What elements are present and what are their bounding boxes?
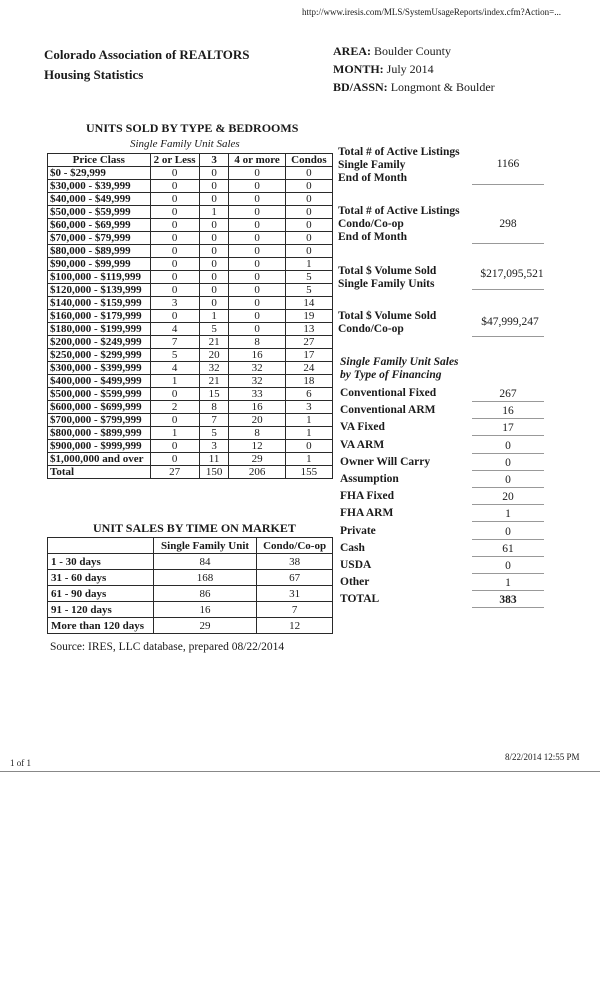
- financing-row: [340, 525, 545, 542]
- financing-count: 1: [472, 576, 544, 591]
- table-row: [48, 414, 333, 427]
- price-class-cell: $250,000 - $299,999: [48, 349, 151, 362]
- price-class-cell: $80,000 - $89,999: [48, 245, 151, 258]
- financing-count: 16: [472, 404, 544, 419]
- col-header: Condo/Co-op: [257, 538, 333, 554]
- table-row: [48, 323, 333, 336]
- financing-count: 383: [472, 593, 544, 608]
- count-cell: 0: [229, 206, 285, 219]
- count-cell: 3: [150, 297, 199, 310]
- financing-type: Conventional ARM: [340, 404, 436, 417]
- table-row: [48, 284, 333, 297]
- price-class-cell: $40,000 - $49,999: [48, 193, 151, 206]
- count-cell: 155: [285, 466, 332, 479]
- active-sf-value: 1166: [496, 158, 520, 170]
- count-cell: 24: [285, 362, 332, 375]
- volume-sf-value: $217,095,521: [480, 268, 544, 280]
- count-cell: 0: [229, 232, 285, 245]
- tom-body: [48, 554, 333, 634]
- count-cell: 0: [150, 453, 199, 466]
- count-cell: 14: [285, 297, 332, 310]
- count-cell: 1: [150, 427, 199, 440]
- col-header: 2 or Less: [150, 154, 199, 167]
- financing-count: 267: [472, 387, 544, 402]
- table-row: [48, 401, 333, 414]
- units-sold-subtitle: Single Family Unit Sales: [130, 138, 240, 150]
- financing-count: 20: [472, 490, 544, 505]
- col-header: Condos: [285, 154, 332, 167]
- price-class-cell: $800,000 - $899,999: [48, 427, 151, 440]
- table-row: [48, 586, 333, 602]
- count-cell: 11: [199, 453, 229, 466]
- price-class-cell: $200,000 - $249,999: [48, 336, 151, 349]
- count-cell: 0: [229, 180, 285, 193]
- price-class-cell: $500,000 - $599,999: [48, 388, 151, 401]
- count-cell: 6: [285, 388, 332, 401]
- volume-sf-label: Total $ Volume Sold Single Family Units: [338, 265, 437, 290]
- count-cell: 0: [229, 310, 285, 323]
- financing-row: [340, 542, 545, 559]
- count-cell: 5: [150, 349, 199, 362]
- page-url: http://www.iresis.com/MLS/SystemUsageReports/index.cfm?Action=...: [302, 7, 561, 17]
- count-cell: 16: [229, 401, 285, 414]
- count-cell: 1: [199, 206, 229, 219]
- count-cell: 16: [153, 602, 256, 618]
- financing-type: Cash: [340, 541, 365, 554]
- table-row: [48, 618, 333, 634]
- total-row: [48, 466, 333, 479]
- table-row: [48, 167, 333, 180]
- table-row: [48, 193, 333, 206]
- financing-row: [340, 576, 545, 593]
- time-on-market-table: [47, 537, 333, 634]
- financing-type: Owner Will Carry: [340, 455, 431, 468]
- table-row: [48, 602, 333, 618]
- count-cell: 3: [285, 401, 332, 414]
- financing-type: VA Fixed: [340, 421, 385, 434]
- count-cell: 0: [229, 258, 285, 271]
- financing-row: [340, 439, 545, 456]
- count-cell: 1: [285, 453, 332, 466]
- count-cell: 150: [199, 466, 229, 479]
- count-cell: 0: [150, 258, 199, 271]
- financing-type: USDA: [340, 559, 372, 571]
- count-cell: 0: [150, 388, 199, 401]
- volume-condo-value: $47,999,247: [481, 316, 539, 328]
- table-row: [48, 271, 333, 284]
- count-cell: 7: [257, 602, 333, 618]
- price-class-cell: $140,000 - $159,999: [48, 297, 151, 310]
- count-cell: 8: [229, 336, 285, 349]
- count-cell: 21: [199, 336, 229, 349]
- table-row: [48, 258, 333, 271]
- col-header: Single Family Unit: [153, 538, 256, 554]
- duration-cell: 1 - 30 days: [48, 554, 154, 570]
- table-row: [48, 388, 333, 401]
- count-cell: 8: [199, 401, 229, 414]
- count-cell: 33: [229, 388, 285, 401]
- count-cell: 5: [285, 271, 332, 284]
- count-cell: 7: [150, 336, 199, 349]
- table-row: [48, 219, 333, 232]
- count-cell: 0: [199, 245, 229, 258]
- count-cell: 0: [199, 219, 229, 232]
- table-row: [48, 180, 333, 193]
- count-cell: 0: [150, 167, 199, 180]
- financing-row: [340, 421, 545, 438]
- count-cell: 13: [285, 323, 332, 336]
- count-cell: 1: [285, 414, 332, 427]
- count-cell: 0: [199, 193, 229, 206]
- table-row: [48, 375, 333, 388]
- count-cell: 31: [257, 586, 333, 602]
- count-cell: 15: [199, 388, 229, 401]
- duration-cell: More than 120 days: [48, 618, 154, 634]
- count-cell: 0: [229, 193, 285, 206]
- count-cell: 3: [199, 440, 229, 453]
- financing-type: Assumption: [340, 473, 399, 485]
- financing-count: 0: [472, 456, 544, 471]
- count-cell: 0: [150, 219, 199, 232]
- count-cell: 1: [150, 375, 199, 388]
- financing-row: [340, 593, 545, 610]
- count-cell: 0: [150, 193, 199, 206]
- price-class-cell: $900,000 - $999,999: [48, 440, 151, 453]
- count-cell: 27: [150, 466, 199, 479]
- report-meta: [333, 42, 495, 96]
- price-class-cell: $120,000 - $139,999: [48, 284, 151, 297]
- count-cell: 0: [199, 180, 229, 193]
- count-cell: 32: [229, 375, 285, 388]
- count-cell: 32: [229, 362, 285, 375]
- count-cell: 18: [285, 375, 332, 388]
- tom-title: UNIT SALES BY TIME ON MARKET: [93, 521, 296, 535]
- col-header: [48, 538, 154, 554]
- price-class-cell: $0 - $29,999: [48, 167, 151, 180]
- units-sold-body: [48, 167, 333, 479]
- divider: [472, 336, 544, 337]
- price-class-cell: $100,000 - $119,999: [48, 271, 151, 284]
- report-name: Housing Statistics: [44, 67, 144, 82]
- count-cell: 0: [285, 180, 332, 193]
- count-cell: 0: [150, 232, 199, 245]
- count-cell: 4: [150, 323, 199, 336]
- financing-row: [340, 490, 545, 507]
- financing-count: 0: [472, 559, 544, 574]
- count-cell: 0: [199, 271, 229, 284]
- count-cell: 168: [153, 570, 256, 586]
- count-cell: 0: [150, 284, 199, 297]
- count-cell: 0: [150, 414, 199, 427]
- financing-row: [340, 473, 545, 490]
- duration-cell: 31 - 60 days: [48, 570, 154, 586]
- table-row: [48, 297, 333, 310]
- count-cell: 67: [257, 570, 333, 586]
- financing-count: 17: [472, 421, 544, 436]
- volume-condo-label: Total $ Volume Sold Condo/Co-op: [338, 310, 437, 335]
- table-row: [48, 440, 333, 453]
- meta-assn: BD/ASSN: Longmont & Boulder: [333, 80, 495, 94]
- count-cell: 0: [150, 271, 199, 284]
- count-cell: 0: [150, 310, 199, 323]
- price-class-cell: $50,000 - $59,999: [48, 206, 151, 219]
- col-header: 3: [199, 154, 229, 167]
- count-cell: 0: [199, 258, 229, 271]
- price-class-cell: $600,000 - $699,999: [48, 401, 151, 414]
- financing-row: [340, 456, 545, 473]
- tom-header-row: [48, 538, 333, 554]
- divider: [472, 184, 544, 185]
- table-row: [48, 232, 333, 245]
- count-cell: 21: [199, 375, 229, 388]
- page-count: 1 of 1: [10, 758, 31, 768]
- active-condo-value: 298: [499, 218, 517, 230]
- count-cell: 0: [150, 206, 199, 219]
- financing-type: Other: [340, 576, 370, 589]
- count-cell: 0: [199, 167, 229, 180]
- table-row: [48, 336, 333, 349]
- table-row: [48, 427, 333, 440]
- financing-type: Private: [340, 524, 376, 537]
- count-cell: 0: [229, 219, 285, 232]
- active-sf-label: Total # of Active Listings Single Family End of Month: [338, 146, 460, 184]
- price-class-cell: $90,000 - $99,999: [48, 258, 151, 271]
- count-cell: 29: [153, 618, 256, 634]
- price-class-cell: $700,000 - $799,999: [48, 414, 151, 427]
- count-cell: 17: [285, 349, 332, 362]
- financing-count: 1: [472, 507, 544, 522]
- count-cell: 0: [285, 245, 332, 258]
- financing-type: FHA Fixed: [340, 490, 394, 503]
- count-cell: 16: [229, 349, 285, 362]
- meta-area: AREA: Boulder County: [333, 44, 451, 58]
- count-cell: 12: [229, 440, 285, 453]
- duration-cell: 61 - 90 days: [48, 586, 154, 602]
- org-name: Colorado Association of REALTORS: [44, 47, 250, 62]
- price-class-cell: Total: [48, 466, 151, 479]
- count-cell: 86: [153, 586, 256, 602]
- financing-count: 0: [472, 525, 544, 540]
- active-condo-label: Total # of Active Listings Condo/Co-op End of Month: [338, 205, 460, 243]
- count-cell: 27: [285, 336, 332, 349]
- units-sold-table: [47, 153, 333, 479]
- divider: [472, 289, 544, 290]
- count-cell: 5: [199, 323, 229, 336]
- count-cell: 32: [199, 362, 229, 375]
- count-cell: 0: [229, 271, 285, 284]
- financing-type: FHA ARM: [340, 507, 394, 520]
- source-note: Source: IRES, LLC database, prepared 08/22/2014: [50, 641, 285, 653]
- count-cell: 4: [150, 362, 199, 375]
- financing-row: [340, 387, 545, 404]
- table-row: [48, 570, 333, 586]
- col-header: Price Class: [48, 154, 151, 167]
- price-class-cell: $60,000 - $69,999: [48, 219, 151, 232]
- count-cell: 1: [285, 427, 332, 440]
- price-class-cell: $160,000 - $179,999: [48, 310, 151, 323]
- table-row: [48, 206, 333, 219]
- count-cell: 0: [150, 180, 199, 193]
- count-cell: 0: [285, 440, 332, 453]
- financing-title: Single Family Unit Sales by Type of Financing: [340, 356, 459, 381]
- count-cell: 0: [229, 323, 285, 336]
- count-cell: 84: [153, 554, 256, 570]
- count-cell: 0: [229, 297, 285, 310]
- count-cell: 29: [229, 453, 285, 466]
- financing-count: 0: [472, 439, 544, 454]
- count-cell: 5: [285, 284, 332, 297]
- count-cell: 8: [229, 427, 285, 440]
- table-row: [48, 245, 333, 258]
- count-cell: 20: [229, 414, 285, 427]
- count-cell: 2: [150, 401, 199, 414]
- price-class-cell: $70,000 - $79,999: [48, 232, 151, 245]
- count-cell: 0: [229, 167, 285, 180]
- table-row: [48, 362, 333, 375]
- price-class-cell: $400,000 - $499,999: [48, 375, 151, 388]
- col-header: 4 or more: [229, 154, 285, 167]
- count-cell: 20: [199, 349, 229, 362]
- count-cell: 0: [150, 245, 199, 258]
- count-cell: 0: [285, 167, 332, 180]
- count-cell: 1: [199, 310, 229, 323]
- count-cell: 7: [199, 414, 229, 427]
- financing-count: 0: [472, 473, 544, 488]
- units-sold-header-row: [48, 154, 333, 167]
- financing-row: [340, 507, 545, 524]
- price-class-cell: $180,000 - $199,999: [48, 323, 151, 336]
- divider: [472, 243, 544, 244]
- count-cell: 12: [257, 618, 333, 634]
- count-cell: 0: [285, 232, 332, 245]
- price-class-cell: $30,000 - $39,999: [48, 180, 151, 193]
- financing-row: [340, 404, 545, 421]
- count-cell: 0: [285, 219, 332, 232]
- count-cell: 19: [285, 310, 332, 323]
- count-cell: 5: [199, 427, 229, 440]
- financing-type: Conventional Fixed: [340, 387, 437, 399]
- financing-row: [340, 559, 545, 576]
- count-cell: 0: [150, 440, 199, 453]
- count-cell: 0: [199, 284, 229, 297]
- print-datetime: 8/22/2014 12:55 PM: [505, 752, 580, 762]
- count-cell: 38: [257, 554, 333, 570]
- count-cell: 0: [229, 245, 285, 258]
- table-row: [48, 349, 333, 362]
- count-cell: 1: [285, 258, 332, 271]
- table-row: [48, 310, 333, 323]
- org-heading: [44, 45, 250, 85]
- count-cell: 206: [229, 466, 285, 479]
- count-cell: 0: [199, 232, 229, 245]
- table-row: [48, 453, 333, 466]
- count-cell: 0: [285, 206, 332, 219]
- financing-count: 61: [472, 542, 544, 557]
- table-row: [48, 554, 333, 570]
- price-class-cell: $300,000 - $399,999: [48, 362, 151, 375]
- financing-type: VA ARM: [340, 438, 385, 451]
- count-cell: 0: [199, 297, 229, 310]
- footer-rule: [0, 771, 600, 772]
- count-cell: 0: [285, 193, 332, 206]
- duration-cell: 91 - 120 days: [48, 602, 154, 618]
- financing-type: TOTAL: [340, 593, 380, 606]
- meta-month: MONTH: July 2014: [333, 62, 434, 76]
- count-cell: 0: [229, 284, 285, 297]
- price-class-cell: $1,000,000 and over: [48, 453, 151, 466]
- units-sold-title: UNITS SOLD BY TYPE & BEDROOMS: [86, 121, 299, 135]
